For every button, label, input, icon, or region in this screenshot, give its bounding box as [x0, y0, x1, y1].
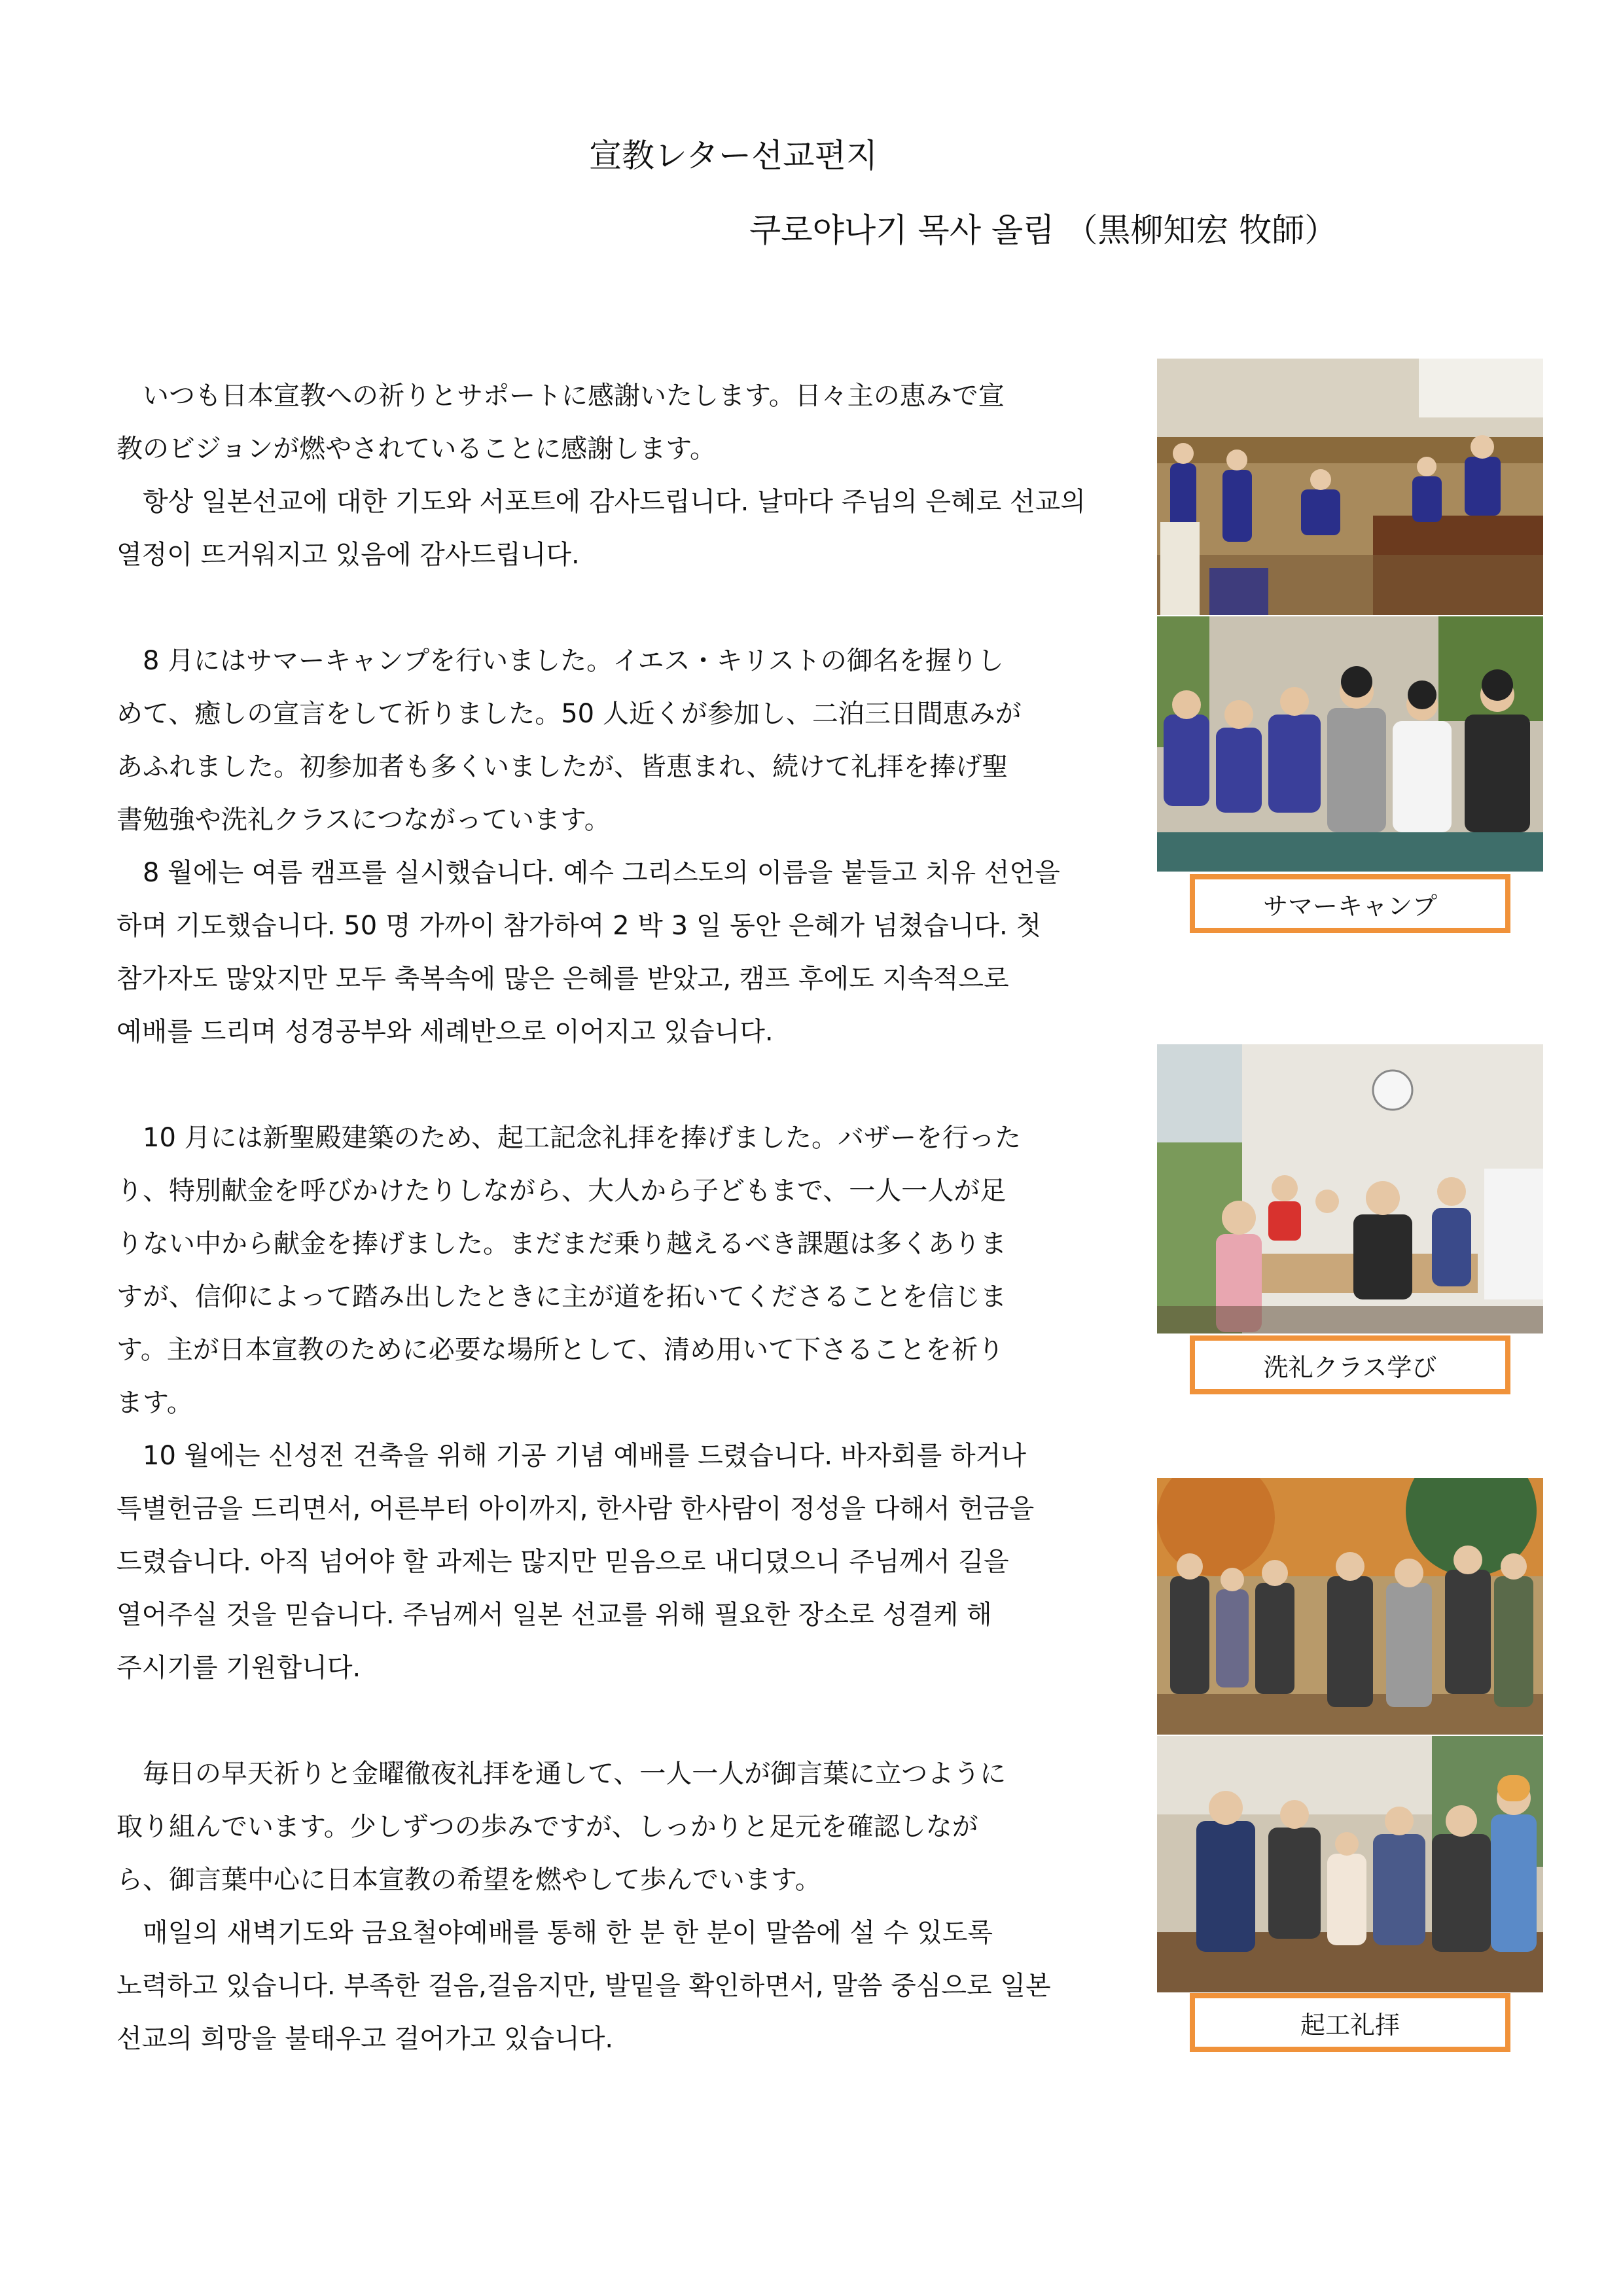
baptism-class-caption [1190, 1335, 1510, 1394]
paragraph-camp-jp: 8 月にはサマーキャンプを行いました。イエス・キリストの御名を握りし めて、癒しの宣言をして祈りました。50 人近くが参加し、二泊三日間恵みが あふれました。初参加者も多くいましたが、皆恵まれ、続けて礼拝を捧げ聖 書勉強や洗礼クラスにつながっています。 [116, 646, 1022, 835]
groundbreaking-caption [1190, 1993, 1510, 2052]
paragraph-intro-jp: いつも日本宣教への祈りとサポートに感謝いたします。日々主の恵みで宣 教のビジョンが燃やされていることに感謝します。 [116, 381, 1005, 464]
baptism-class-caption-text: 洗礼クラス学び [1263, 1352, 1437, 1382]
paragraph-building-kr: 10 월에는 신성전 건축을 위해 기공 기념 예배를 드렸습니다. 바자회를 하거나 특별헌금을 드리면서, 어른부터 아이까지, 한사람 한사람이 정성을 다해서 헌금을 드렸습니다. 아직 넘어야 할 과제는 많지만 믿음으로 내디뎠으니 주님께서 길을 열어주실 것을 믿습니다. 주님께서 일본 선교를 위해 필요한 장소로 성결케 해 주시기를 기원합니다. [116, 1441, 1035, 1683]
summer-camp-caption [1190, 874, 1510, 933]
letter-body [116, 370, 1098, 2066]
paragraph-camp-kr: 8 월에는 여름 캠프를 실시했습니다. 예수 그리스도의 이름을 붙들고 치유 선언을 하며 기도했습니다. 50 명 가까이 참가하여 2 박 3 일 동안 은혜가 넘쳤습니다. 첫 참가자도 많았지만 모두 축복속에 많은 은혜를 받았고, 캠프 후에도 지속적으로 예배를 드리며 성경공부와 세례반으로 이어지고 있습니다. [116, 858, 1060, 1047]
summer-camp-worship-photo [1157, 616, 1543, 872]
summer-camp-band-photo [1157, 359, 1543, 615]
page-title: 宣教レター선교편지 [589, 137, 878, 175]
baptism-class-photo [1157, 1044, 1543, 1333]
paragraph-prayer-jp: 毎日の早天祈りと金曜徹夜礼拝を通して、一人一人が御言葉に立つように 取り組んでいます。少しずつの歩みですが、しっかりと足元を確認しなが ら、御言葉中心に日本宣教の希望を燃やして歩んでいます。 [116, 1759, 1007, 1895]
paragraph-prayer-kr: 매일의 새벽기도와 금요철야예배를 통해 한 분 한 분이 말씀에 설 수 있도록 노력하고 있습니다. 부족한 걸음,걸음지만, 발밑을 확인하면서, 말씀 중심으로 일본 선교의 희망을 불태우고 걸어가고 있습니다. [116, 1918, 1051, 2054]
paragraph-intro-kr: 항상 일본선교에 대한 기도와 서포트에 감사드립니다. 날마다 주님의 은혜로 선교의 열정이 뜨거워지고 있음에 감사드립니다. [116, 487, 1086, 570]
groundbreaking-caption-text: 起工礼拝 [1300, 2010, 1400, 2040]
groundbreaking-crowd-photo [1157, 1478, 1543, 1735]
groundbreaking-ceremony-photo [1157, 1736, 1543, 1992]
author-byline: 쿠로야나기 목사 올림 （黒柳知宏 牧師） [749, 211, 1338, 249]
summer-camp-caption-text: サマーキャンプ [1262, 891, 1437, 921]
paragraph-building-jp: 10 月には新聖殿建築のため、起工記念礼拝を捧げました。バザーを行った り、特別献金を呼びかけたりしながら、大人から子どもまで、一人一人が足 りない中から献金を捧げました。まだまだ乗り越えるべき課題は多くありま すが、信仰によって踏み出したときに主が道を拓いてくださることを信じま す。主が日本宣教のために必要な場所として、清め用いて下さることを祈り ます。 [116, 1123, 1022, 1418]
